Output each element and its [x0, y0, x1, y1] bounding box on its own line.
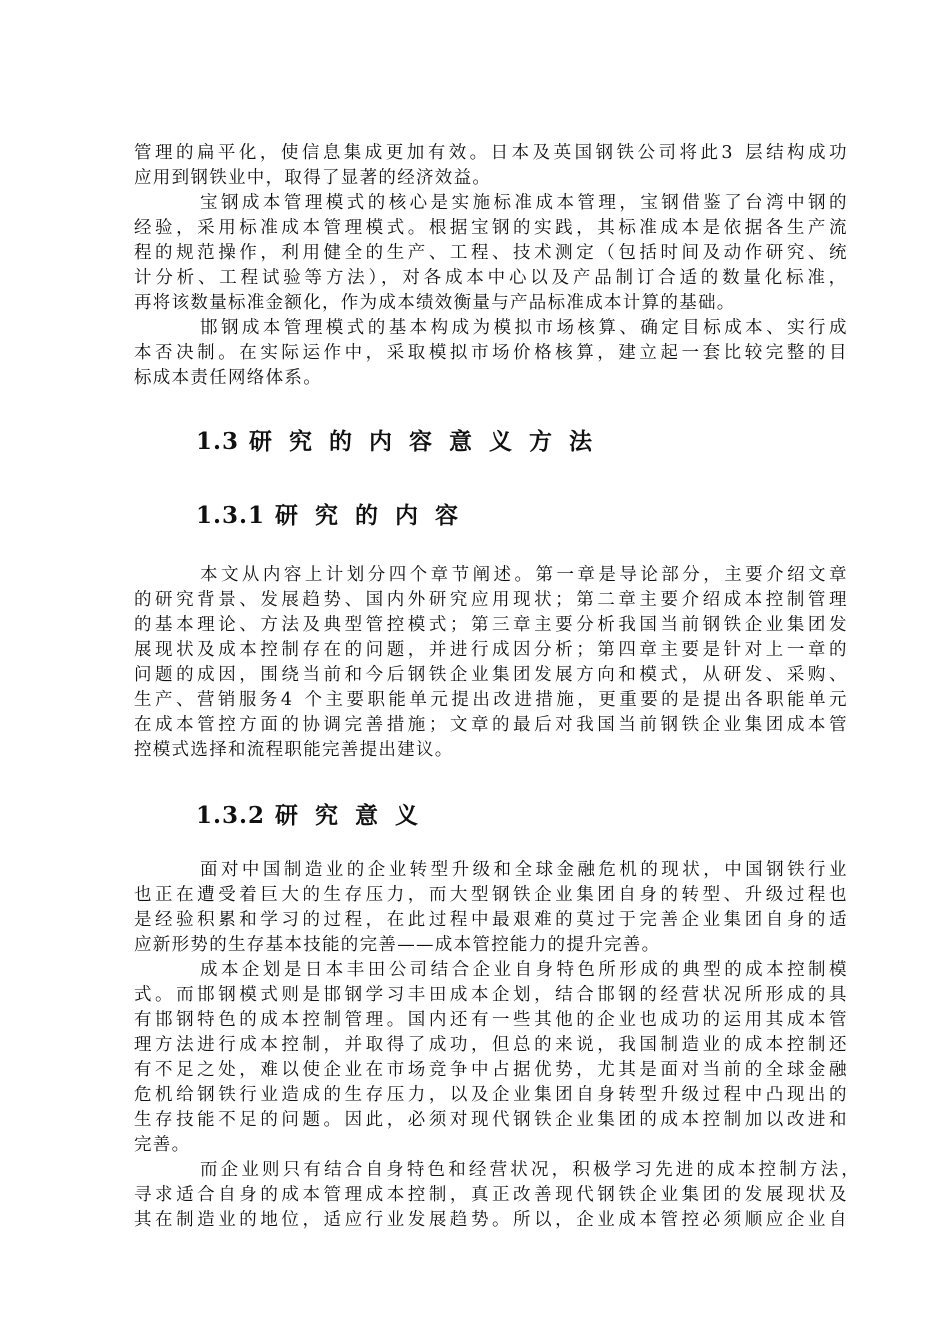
- text-line: 完善。: [134, 1135, 191, 1155]
- section-number: 1.3: [196, 428, 240, 455]
- text-line: 成本企划是日本丰田公司结合企业自身特色所形成的典型的成本控制模: [200, 960, 850, 980]
- text-line: 也正在遭受着巨大的生存压力，而大型钢铁企业集团自身的转型、升级过程也: [134, 885, 850, 905]
- text-line: 再将该数量标准金额化，作为成本绩效衡量与产品标准成本计算的基础。: [134, 293, 736, 313]
- text-line: 宝钢成本管理模式的核心是实施标准成本管理，宝钢借鉴了台湾中钢的: [200, 193, 850, 213]
- text-line: 管理的扁平化，使信息集成更加有效。日本及英国钢铁公司将此3 层结构成功: [134, 143, 850, 163]
- section-title: 研究意义: [275, 802, 436, 829]
- text-line: 邯钢成本管理模式的基本构成为模拟市场核算、确定目标成本、实行成: [200, 318, 850, 338]
- text-line: 其在制造业的地位，适应行业发展趋势。所以，企业成本管控必须顺应企业自: [134, 1210, 850, 1230]
- text-line: 理方法进行成本控制，并取得了成功，但总的来说，我国制造业的成本控制还: [134, 1035, 850, 1055]
- text-line: 在成本管控方面的协调完善措施；文章的最后对我国当前钢铁企业集团成本管: [134, 715, 850, 735]
- text-line: 控模式选择和流程职能完善提出建议。: [134, 740, 454, 760]
- text-line: 应新形势的生存基本技能的完善——成本管控能力的提升完善。: [134, 935, 661, 955]
- text-line: 本文从内容上计划分四个章节阐述。第一章是导论部分，主要介绍文章: [200, 565, 850, 585]
- text-line: 是经验积累和学习的过程，在此过程中最艰难的莫过于完善企业集团自身的适: [134, 910, 850, 930]
- text-line: 本否决制。在实际运作中，采取模拟市场价格核算，建立起一套比较完整的目: [134, 343, 850, 363]
- text-line: 标成本责任网络体系。: [134, 368, 322, 388]
- text-line: 应用到钢铁业中，取得了显著的经济效益。: [134, 168, 492, 188]
- text-line: 危机给钢铁行业造成的生存压力，以及企业集团自身转型升级过程中凸现出的: [134, 1085, 850, 1105]
- text-line: 展现状及成本控制存在的问题，并进行成因分析；第四章主要是针对上一章的: [134, 640, 850, 660]
- section-heading: [196, 797, 435, 830]
- text-line: 经验，采用标准成本管理模式。根据宝钢的实践，其标准成本是依据各生产流: [134, 218, 850, 238]
- text-line: 而企业则只有结合自身特色和经营状况，积极学习先进的成本控制方法，: [200, 1160, 862, 1180]
- section-number: 1.3.2: [196, 802, 266, 829]
- section-number: 1.3.1: [196, 502, 266, 529]
- text-line: 问题的成因，围绕当前和今后钢铁企业集团发展方向和模式，从研发、采购、: [134, 665, 850, 685]
- text-line: 面对中国制造业的企业转型升级和全球金融危机的现状，中国钢铁行业: [200, 860, 850, 880]
- text-line: 有邯钢特色的成本控制管理。国内还有一些其他的企业也成功的运用其成本管: [134, 1010, 850, 1030]
- text-line: 生产、营销服务4 个主要职能单元提出改进措施，更重要的是提出各职能单元: [134, 690, 850, 710]
- text-line: 有不足之处，难以使企业在市场竞争中占据优势，尤其是面对当前的全球金融: [134, 1060, 850, 1080]
- section-title: 研究的内容意义方法: [249, 428, 610, 455]
- section-heading: [196, 423, 609, 456]
- text-line: 计分析、工程试验等方法），对各成本中心以及产品制订合适的数量化标准，: [134, 268, 850, 288]
- text-line: 的基本理论、方法及典型管控模式；第三章主要分析我国当前钢铁企业集团发: [134, 615, 850, 635]
- section-heading: [196, 497, 475, 530]
- text-line: 寻求适合自身的成本管理成本控制，真正改善现代钢铁企业集团的发展现状及: [134, 1185, 850, 1205]
- text-line: 的研究背景、发展趋势、国内外研究应用现状；第二章主要介绍成本控制管理: [134, 590, 850, 610]
- section-title: 研究的内容: [275, 502, 476, 529]
- text-line: 程的规范操作，利用健全的生产、工程、技术测定（包括时间及动作研究、统: [134, 243, 850, 263]
- text-line: 式。而邯钢模式则是邯钢学习丰田成本企划，结合邯钢的经营状况所形成的具: [134, 985, 850, 1005]
- text-line: 生存技能不足的问题。因此，必须对现代钢铁企业集团的成本控制加以改进和: [134, 1110, 850, 1130]
